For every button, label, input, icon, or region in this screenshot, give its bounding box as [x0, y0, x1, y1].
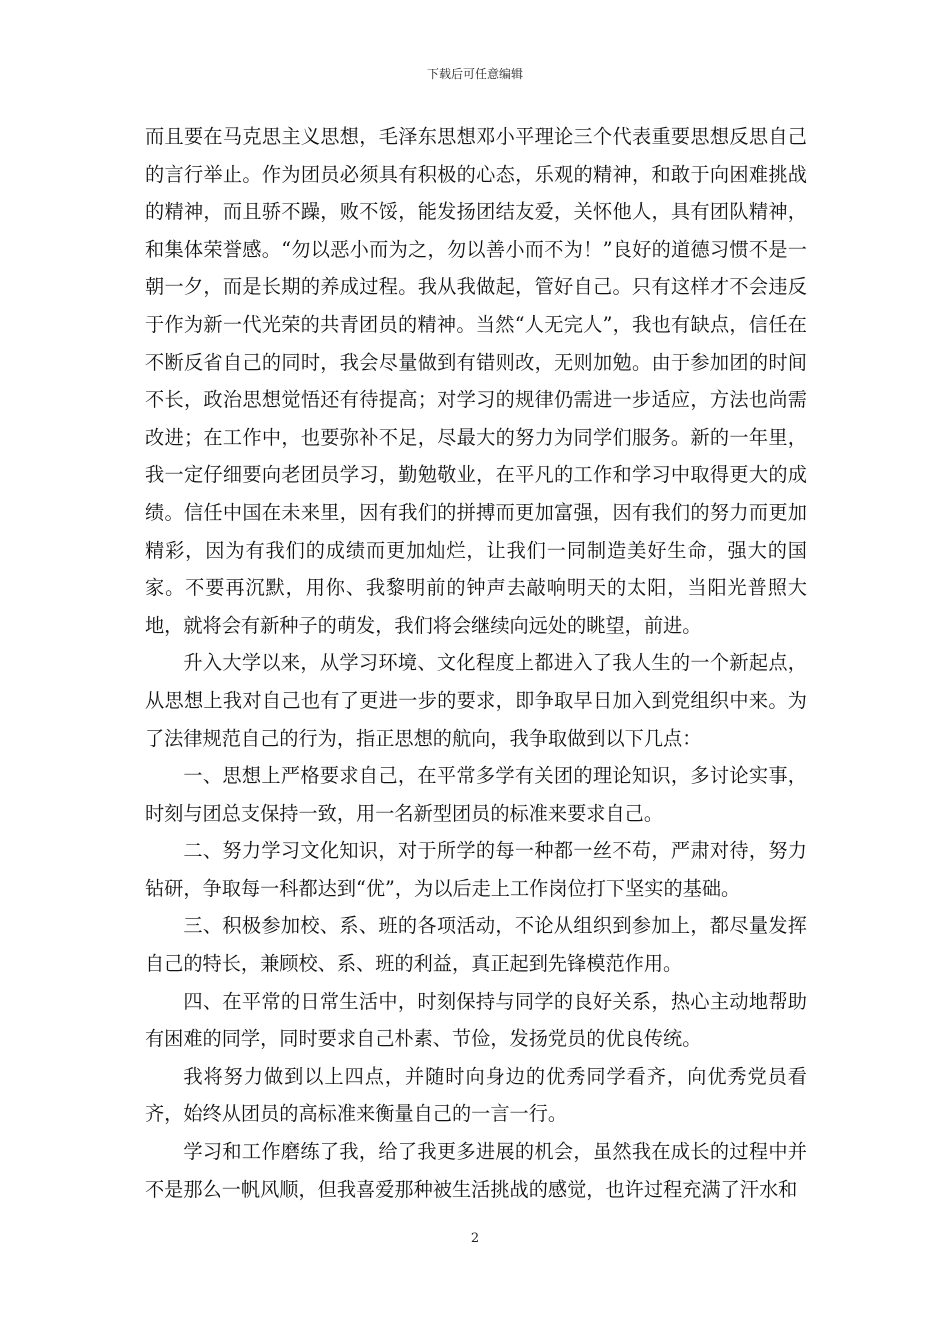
paragraph-point-1: 一、思想上严格要求自己，在平常多学有关团的理论知识，多讨论实事，时刻与团总支保持一致，用一名新型团员的标准来要求自己。	[145, 764, 807, 825]
page-header: 下载后可任意编辑	[426, 67, 523, 81]
document-body	[145, 118, 807, 1208]
paragraph-2: 升入大学以来，从学习环境、文化程度上都进入了我人生的一个新起点，从思想上我对自己也有了更进一步的要求，即争取早日加入到党组织中来。为了法律规范自己的行为，指正思想的航向，我争取做到以下几点：	[145, 651, 807, 750]
page-number: 2	[470, 1231, 480, 1246]
paragraph-commitment: 我将努力做到以上四点，并随时向身边的优秀同学看齐，向优秀党员看齐，始终从团员的高标准来衡量自己的一言一行。	[145, 1064, 807, 1126]
paragraph-closing: 学习和工作磨练了我，给了我更多进展的机会，虽然我在成长的过程中并不是那么一帆风顺，但我喜爱那种被生活挑战的感觉，也许过程充满了汗水和	[145, 1140, 807, 1201]
paragraph-point-3: 三、积极参加校、系、班的各项活动，不论从组织到参加上，都尽量发挥自己的特长，兼顾校、系、班的利益，真正起到先锋模范作用。	[145, 914, 807, 976]
paragraph-point-2: 二、努力学习文化知识，对于所学的每一种都一丝不苟，严肃对待，努力钻研，争取每一科都达到“优”，为以后走上工作岗位打下坚实的基础。	[145, 839, 807, 900]
paragraph-point-4: 四、在平常的日常生活中，时刻保持与同学的良好关系，热心主动地帮助有困难的同学，同时要求自己朴素、节俭，发扬党员的优良传统。	[145, 989, 807, 1051]
paragraph-1: 而且要在马克思主义思想，毛泽东思想邓小平理论三个代表重要思想反思自己的言行举止。作为团员必须具有积极的心态，乐观的精神，和敢于向困难挑战的精神，而且骄不躁，败不馁，能发扬团结友爱，关怀他人，具有团队精神，和集体荣誉感。“勿以恶小而为之，勿以善小而不为！”良好的道德习惯不是一朝一夕，而是长期的养成过程。我从我做起，管好自己。只有这样才不会违反于作为新一代光荣的共青团员的精神。当然“人无完人”，我也有缺点，信任在不断反省自己的同时，我会尽量做到有错则改，无则加勉。由于参加团的时间不长，政治思想觉悟还有待提高；对学习的规律仍需进一步适应，方法也尚需改进；在工作中，也要弥补不足，尽最大的努力为同学们服务。新的一年里，我一定仔细要向老团员学习，勤勉敬业，在平凡的工作和学习中取得更大的成绩。信任中国在未来里，因有我们的拼搏而更加富强，因有我们的努力而更加精彩，因为有我们的成绩而更加灿烂，让我们一同制造美好生命，强大的国家。不要再沉默，用你、我黎明前的钟声去敲响明天的太阳，当阳光普照大地，就将会有新种子的萌发，我们将会继续向远处的眺望，前进。	[145, 125, 807, 637]
